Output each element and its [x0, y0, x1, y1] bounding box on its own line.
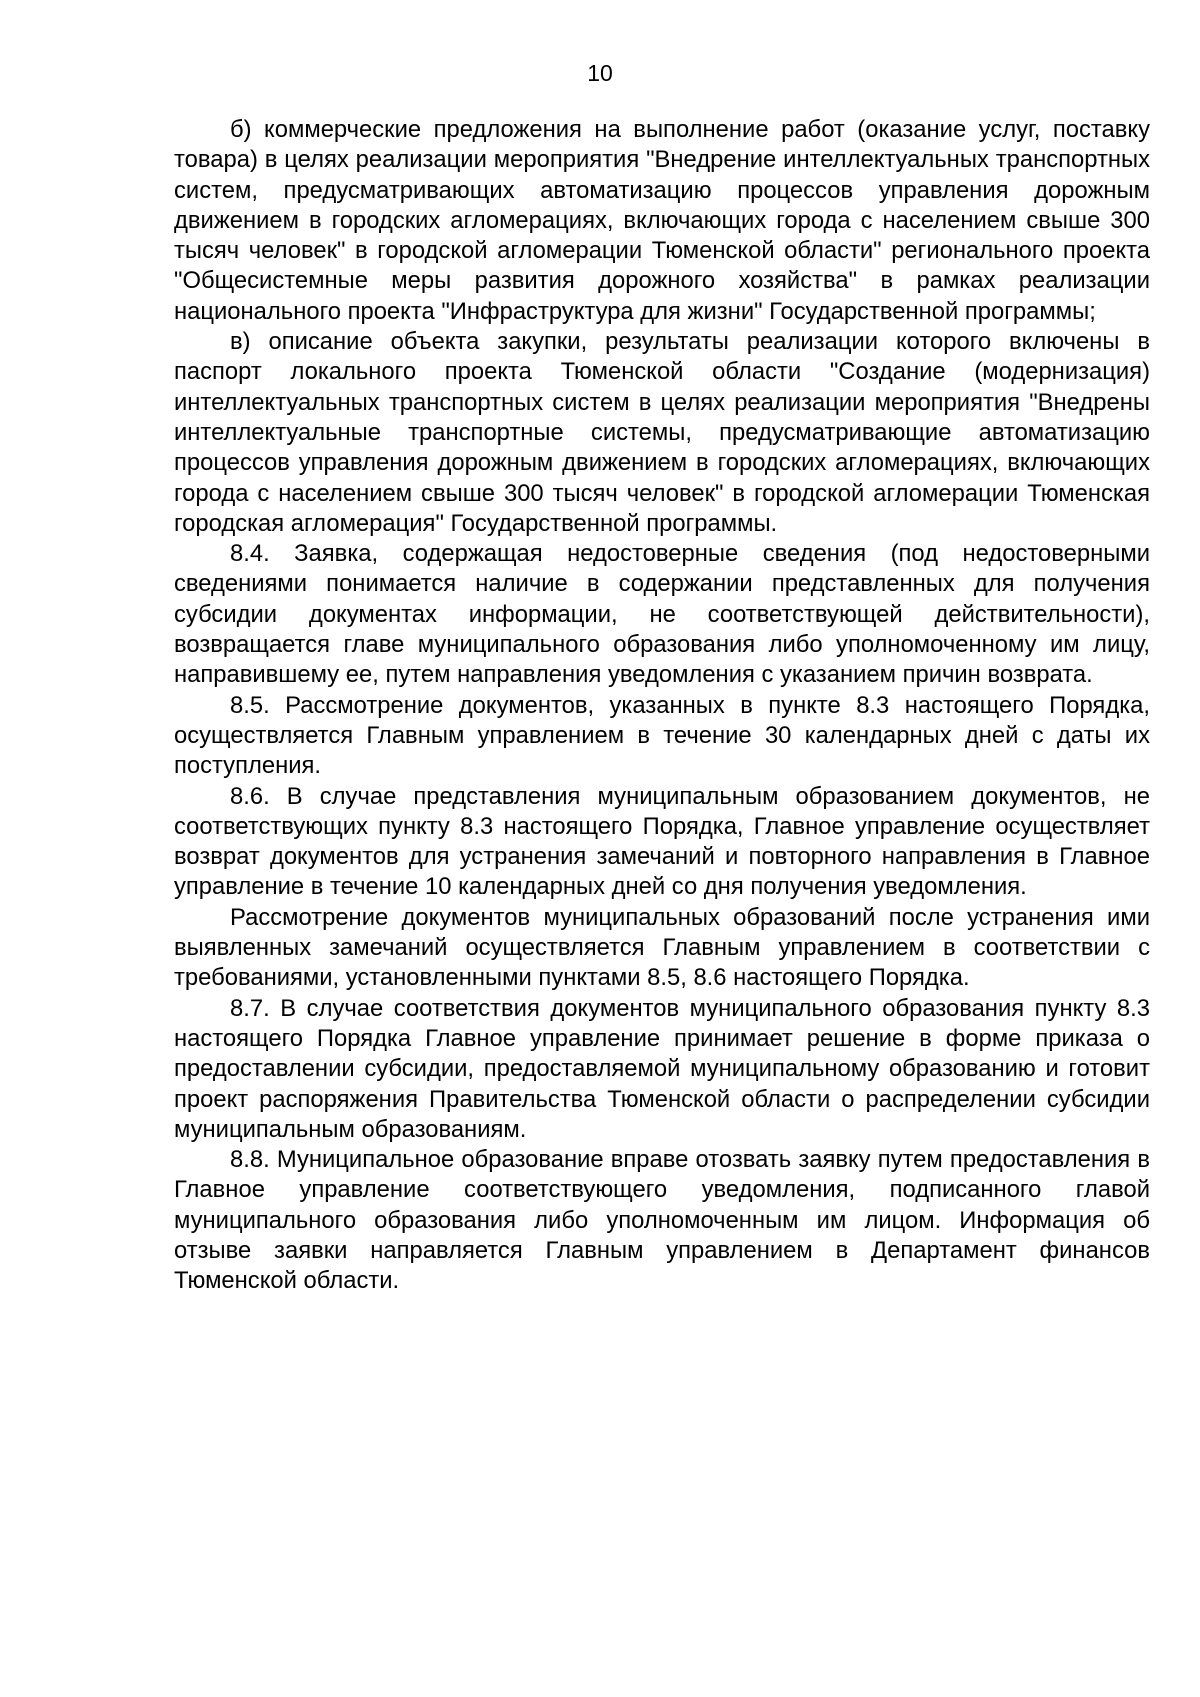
paragraph-8-6: 8.6. В случае представления муниципальным образованием документов, не соответствующих пункту 8.3 настоящего Порядка, Главное управление осуществляет возврат документов для устранения замечаний и повторного направления в Главное управление в течение 10 календарных дней со дня получения уведомления. [174, 782, 1150, 901]
paragraph-8-4: 8.4. Заявка, содержащая недостоверные сведения (под недостоверными сведениями понимается наличие в содержании представленных для получения субсидии документах информации, не соответствующей действительности), возвращается главе муниципального образования либо уполномоченному им лицу, направившему ее, путем направления уведомления с указанием причин возврата. [174, 540, 1150, 689]
paragraph-b: б) коммерческие предложения на выполнение работ (оказание услуг, поставку товара) в целях реализации мероприятия "Внедрение интеллектуальных транспортных систем, предусматривающих автоматизацию процессов управления дорожным движением в городских агломерациях, включающих города с населением свыше 300 тысяч человек" в городской агломерации Тюменской области" регионального проекта "Общесистемные меры развития дорожного хозяйства" в рамках реализации национального проекта "Инфраструктура для жизни" Государственной программы; [174, 116, 1150, 325]
paragraph-v: в) описание объекта закупки, результаты реализации которого включены в паспорт локального проекта Тюменской области "Создание (модернизация) интеллектуальных транспортных систем в целях реализации мероприятия "Внедрены интеллектуальные транспортные системы, предусматривающие автоматизацию процессов управления дорожным движением в городских агломерациях, включающих города с населением свыше 300 тысяч человек" в городской агломерации Тюменская городская агломерация" Государственной программы. [174, 328, 1150, 537]
paragraph-8-6-continued: Рассмотрение документов муниципальных образований после устранения ими выявленных замечаний осуществляется Главным управлением в соответствии с требованиями, установленными пунктами 8.5, 8.6 настоящего Порядка. [174, 903, 1150, 992]
paragraph-8-7: 8.7. В случае соответствия документов муниципального образования пункту 8.3 настоящего Порядка Главное управление принимает решение в форме приказа о предоставлении субсидии, предоставляемой муниципальному образованию и готовит проект распоряжения Правительства Тюменской области о распределении субсидии муниципальным образованиям. [174, 994, 1150, 1143]
page-number: 10 [587, 60, 613, 86]
paragraph-8-5: 8.5. Рассмотрение документов, указанных в пункте 8.3 настоящего Порядка, осуществляется Главным управлением в течение 30 календарных дней с даты их поступления. [174, 691, 1150, 780]
document-body [174, 115, 1150, 1297]
paragraph-8-8: 8.8. Муниципальное образование вправе отозвать заявку путем предоставления в Главное управление соответствующего уведомления, подписанного главой муниципального образования либо уполномоченным им лицом. Информация об отзыве заявки направляется Главным управлением в Департамент финансов Тюменской области. [174, 1146, 1150, 1295]
